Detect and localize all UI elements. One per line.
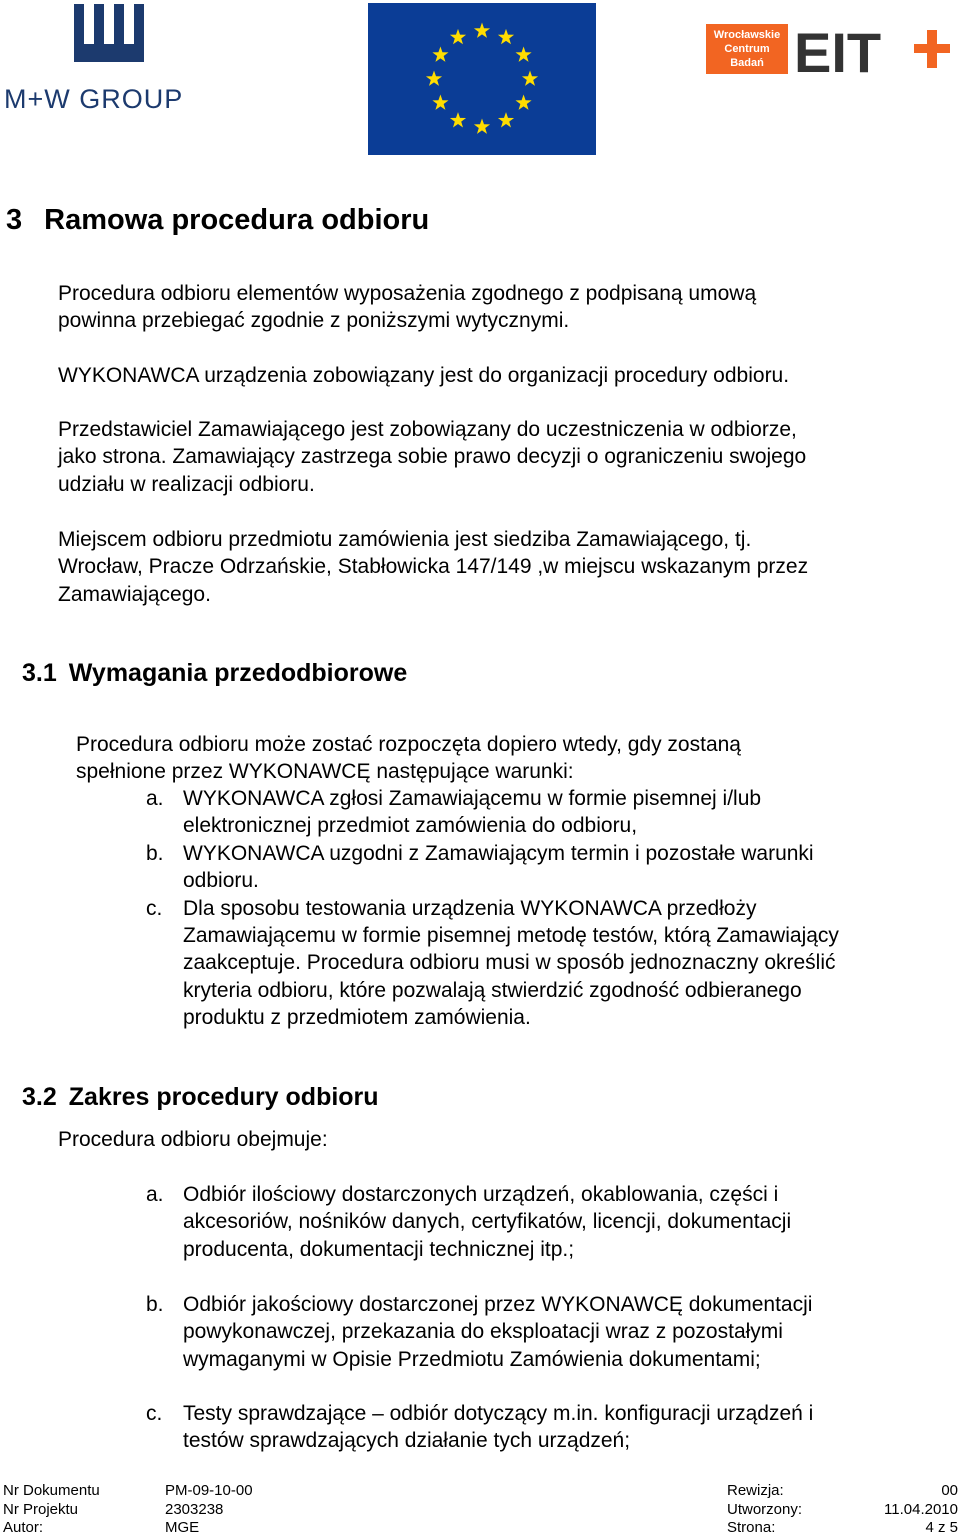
- list-marker: b.: [146, 1293, 164, 1316]
- section-3-2-item-c: [146, 1400, 813, 1455]
- list-item: [146, 785, 839, 840]
- text-line: Odbiór jakościowy dostarczonej przez WYKONAWCĘ dokumentacji: [183, 1293, 813, 1316]
- footer-labels-left: [3, 1482, 100, 1538]
- section-3-1-list: [146, 785, 839, 1032]
- section-3-2-item-a: [146, 1181, 791, 1263]
- text-line: producenta, dokumentacji technicznej itp.;: [183, 1237, 575, 1261]
- eu-star-icon: [474, 119, 490, 134]
- list-marker: b.: [146, 841, 164, 865]
- list-marker: c.: [146, 1402, 163, 1425]
- mw-group-logo: [4, 4, 214, 114]
- text-line: wymaganymi w Opisie Przedmiotu Zamówienia dokumentami;: [183, 1347, 761, 1371]
- list-marker: c.: [146, 896, 163, 920]
- footer-page-value: 4 z 5: [925, 1519, 958, 1536]
- text-line: akcesoriów, nośników danych, certyfikatów, licencji, dokumentacji: [183, 1210, 792, 1234]
- text-line: WYKONAWCA zgłosi Zamawiającemu w formie pisemnej i/lub: [183, 787, 762, 810]
- footer-proj-label: Nr Projektu: [3, 1500, 79, 1518]
- list-item: [146, 1291, 812, 1373]
- paragraph-2: [58, 362, 789, 389]
- paragraph-1: [58, 280, 756, 335]
- text-line: Procedura odbioru może zostać rozpoczęta dopiero wtedy, gdy zostaną: [76, 733, 741, 756]
- text-line: Odbiór ilościowy dostarczonych urządzeń, okablowania, części i: [183, 1183, 779, 1206]
- section-number: 3.1: [22, 659, 57, 687]
- footer-created-label: Utworzony:: [727, 1500, 803, 1518]
- eu-star-icon: [498, 29, 514, 44]
- list-marker: a.: [146, 787, 164, 810]
- section-title: Ramowa procedura odbioru: [44, 204, 430, 236]
- text-line: Procedura odbioru elementów wyposażenia zgodnego z podpisaną umową: [58, 282, 757, 305]
- eit-logo: [706, 22, 952, 78]
- eu-star-icon: [498, 112, 514, 127]
- section-3-2-item-b: [146, 1291, 812, 1373]
- section-number: 3: [6, 204, 23, 236]
- eu-star-icon: [515, 95, 531, 110]
- text-line: jako strona. Zamawiający zastrzega sobie prawo decyzji o ograniczeniu swojego: [58, 445, 807, 469]
- eit-logo-icon: [706, 22, 952, 78]
- eu-stars-icon: [368, 3, 596, 155]
- text-line: Dla sposobu testowania urządzenia WYKONAWCA przedłoży: [183, 896, 757, 920]
- list-item: [146, 840, 839, 895]
- text-line: elektronicznej przedmiot zamówienia do odbioru,: [183, 814, 638, 838]
- section-title: Zakres procedury odbioru: [68, 1083, 379, 1111]
- eu-star-icon: [450, 29, 466, 44]
- eu-star-icon: [450, 112, 466, 127]
- list-marker: a.: [146, 1183, 164, 1206]
- section-3-2-heading: [22, 1083, 379, 1112]
- text-line: Zamawiającemu w formie pisemnej metodę testów, którą Zamawiający: [183, 924, 839, 948]
- list-item: [146, 1400, 813, 1455]
- footer-values-right: [884, 1482, 958, 1538]
- text-line: Przedstawiciel Zamawiającego jest zobowiązany do uczestniczenia w odbiorze,: [58, 418, 797, 441]
- mw-logo-text: M+W GROUP: [4, 84, 184, 114]
- footer-proj-value: 2303238: [165, 1500, 224, 1518]
- footer-doc-label: Nr Dokumentu: [3, 1482, 100, 1499]
- section-3-1-intro: [76, 731, 741, 786]
- footer-author-value: MGE: [165, 1519, 200, 1536]
- paragraph-3: [58, 416, 806, 498]
- eit-badge-line-2: Centrum: [724, 43, 770, 55]
- text-line: odbioru.: [183, 869, 259, 893]
- footer-author-label: Autor:: [3, 1519, 44, 1536]
- eu-star-icon: [522, 71, 538, 86]
- footer-rev-value: 00: [941, 1482, 958, 1499]
- eit-badge-line-3: Badań: [730, 57, 764, 69]
- eu-star-icon: [515, 47, 531, 62]
- list-item: [146, 1181, 791, 1263]
- text-line: kryteria odbioru, które pozwalają stwierdzić zgodność odbieranego: [183, 978, 802, 1002]
- eu-star-icon: [426, 71, 442, 86]
- footer-created-value: 11.04.2010: [884, 1500, 958, 1518]
- text-line: powinna przebiegać zgodnie z poniższymi wytycznymi.: [58, 309, 570, 333]
- text-line: Wrocław, Pracze Odrzańskie, Stabłowicka 147/149 ,w miejscu wskazanym przez: [58, 555, 809, 579]
- section-title: Wymagania przedodbiorowe: [68, 659, 408, 687]
- text-line: spełnione przez WYKONAWCĘ następujące warunki:: [76, 760, 574, 784]
- mw-group-emblem-icon: [4, 4, 214, 114]
- footer-values-left: [165, 1482, 253, 1538]
- section-3-2-intro: Procedura odbioru obejmuje:: [58, 1128, 328, 1151]
- section-3-heading: [6, 204, 429, 237]
- eit-text: EIT: [794, 22, 882, 78]
- eu-star-icon: [432, 95, 448, 110]
- list-item: [146, 895, 839, 1032]
- text-line: WYKONAWCA uzgodni z Zamawiającym termin i pozostałe warunki: [183, 841, 814, 865]
- text-line: Testy sprawdzające – odbiór dotyczący m.in. konfiguracji urządzeń i: [183, 1402, 814, 1425]
- text-line: WYKONAWCA urządzenia zobowiązany jest do organizacji procedury odbioru.: [58, 364, 790, 387]
- footer-rev-label: Rewizja:: [727, 1482, 784, 1499]
- section-3-1-heading: [22, 659, 407, 688]
- text-line: udziału w realizacji odbioru.: [58, 472, 315, 496]
- footer-labels-right: [727, 1482, 802, 1538]
- eu-star-icon: [432, 47, 448, 62]
- eit-badge-line-1: Wrocławskie: [713, 29, 781, 41]
- eu-flag: [368, 3, 596, 155]
- text-line: testów sprawdzających działanie tych urządzeń;: [183, 1429, 631, 1453]
- paragraph-4: [58, 526, 808, 608]
- text-line: Zamawiającego.: [58, 582, 211, 606]
- section-number: 3.2: [22, 1083, 57, 1111]
- text-line: powykonawczej, przekazania do eksploatacji wraz z pozostałymi: [183, 1320, 783, 1344]
- eu-star-icon: [474, 23, 490, 38]
- text-line: produktu z przedmiotem zamówienia.: [183, 1006, 531, 1030]
- footer-doc-value: PM-09-10-00: [165, 1482, 253, 1499]
- text-line: Miejscem odbioru przedmiotu zamówienia jest siedziba Zamawiającego, tj.: [58, 528, 752, 551]
- text-line: zaakceptuje. Procedura odbioru musi w sposób jednoznaczny określić: [183, 951, 836, 975]
- footer-page-label: Strona:: [727, 1519, 776, 1536]
